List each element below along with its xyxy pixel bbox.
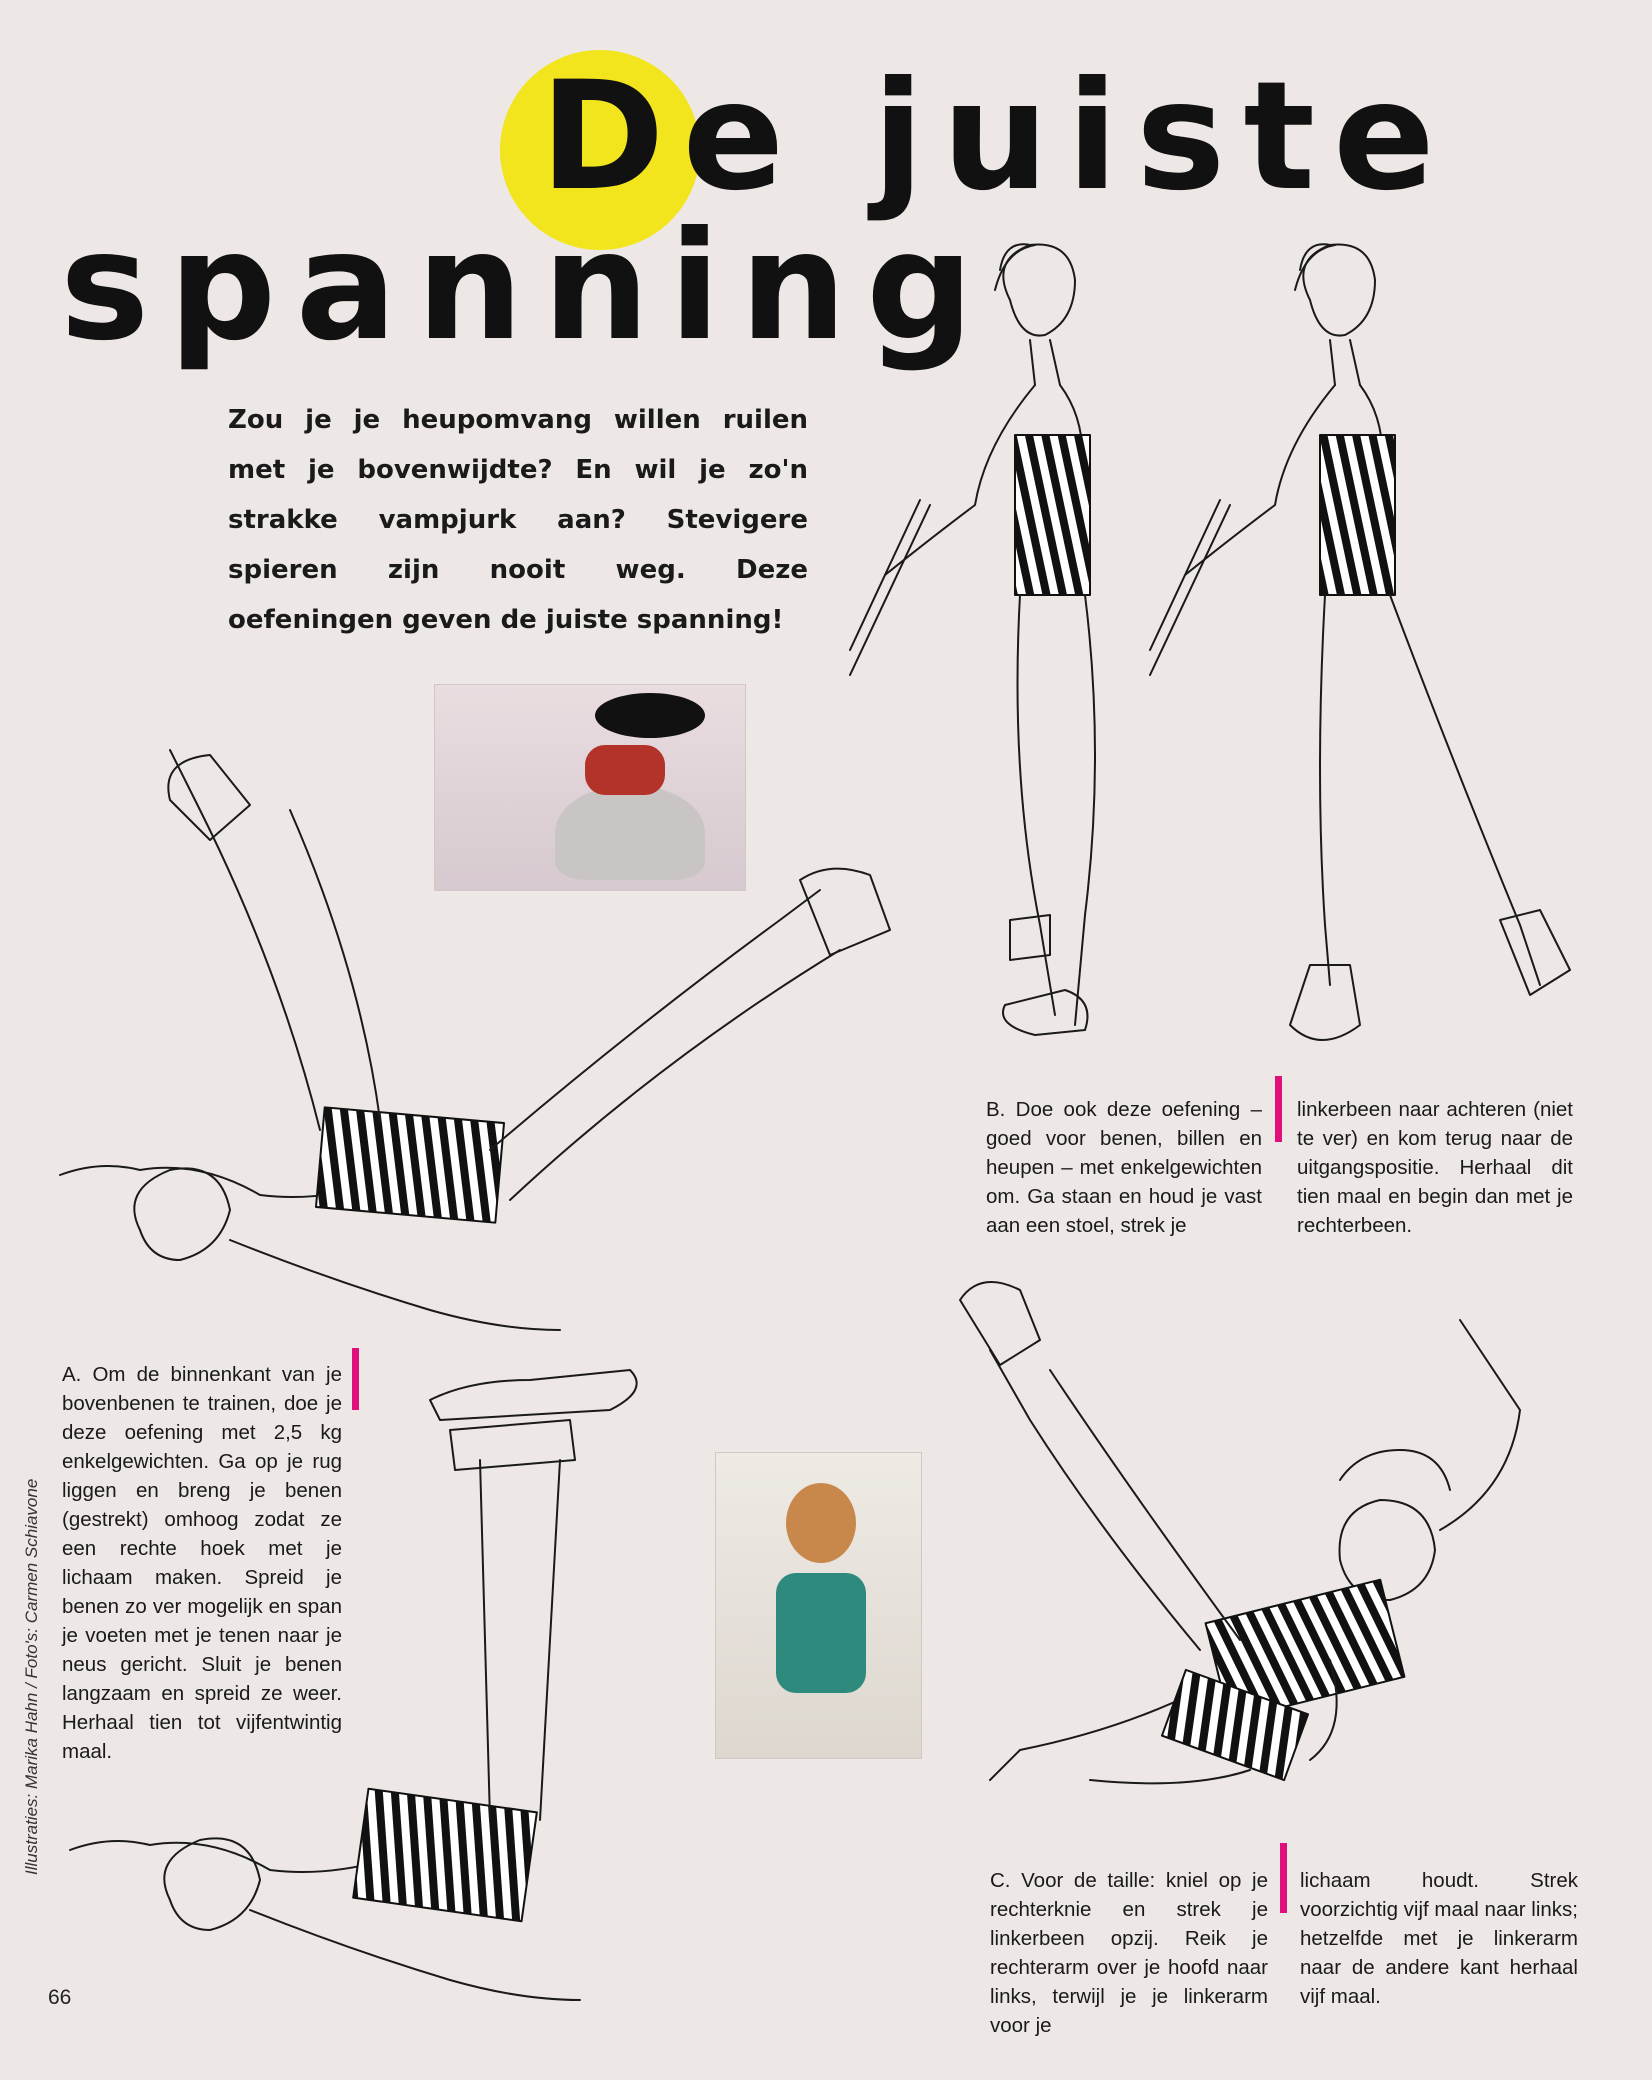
red-swimsuit-shape: [585, 745, 665, 795]
black-hat-shape: [595, 693, 705, 738]
hair-shape: [786, 1483, 856, 1563]
accent-bar-a: [352, 1348, 359, 1410]
exercise-c-col2: lichaam houdt. Strek voorzichtig vijf maal naar links; hetzelfde met je linkerarm naar de andere kant herhaal vijf maal.: [1300, 1869, 1578, 2008]
headline-line-2: spanning: [60, 200, 994, 374]
figure-c-kneeling: [960, 1282, 1520, 1783]
exercise-b-col2: linkerbeen naar achteren (niet te ver) en kom terug naar de uitgangspositie. Herhaal dit tien maal en begin dan met je rechterbeen.: [1297, 1098, 1573, 1237]
exercise-a-text: A. Om de binnenkant van je bovenbenen te trainen, doe je deze oefening met 2,5 kg enkelgewichten. Ga op je rug liggen en breng je benen (gestrekt) omhoog zodat ze een rechte hoek met je lichaam maken. Spreid je benen zo ver mogelijk en span je voeten met je tenen naar je neus gericht. Sluit je benen langzaam en spreid ze weer. Herhaal tien tot vijfentwintig maal.: [62, 1363, 342, 1763]
rock-shape: [555, 785, 705, 880]
illustration-photo-credit: Illustraties: Marika Hahn / Foto's: Carmen Schiavone: [22, 1478, 41, 1875]
exercise-c-col1: C. Voor de taille: kniel op je rechterknie en strek je linkerbeen opzij. Reik je rechterarm over je hoofd naar links, terwijl je je linkerarm voor je: [990, 1869, 1268, 2037]
headline-line-1: De juiste: [540, 50, 1453, 224]
green-swimsuit-shape: [776, 1573, 866, 1693]
page-number: 66: [48, 1986, 72, 2009]
figure-b-standing-right: [1150, 244, 1570, 1040]
photo-red-swimsuit: [434, 684, 746, 891]
photo-green-swimsuit: [715, 1452, 922, 1759]
intro-paragraph: Zou je je heupomvang willen ruilen met je bovenwijdte? En wil je zo'n strakke vampjurk aan? Stevigere spieren zijn nooit weg. Deze oefeningen geven de juiste spanning!: [228, 405, 808, 635]
accent-bar-b: [1275, 1076, 1282, 1142]
exercise-b-col1: B. Doe ook deze oefening – goed voor benen, billen en heupen – met enkelgewichten om. Ga staan en houd je vast aan een stoel, strek je: [986, 1098, 1262, 1237]
accent-bar-c: [1280, 1843, 1287, 1913]
figure-b-standing-left: [850, 244, 1095, 1035]
